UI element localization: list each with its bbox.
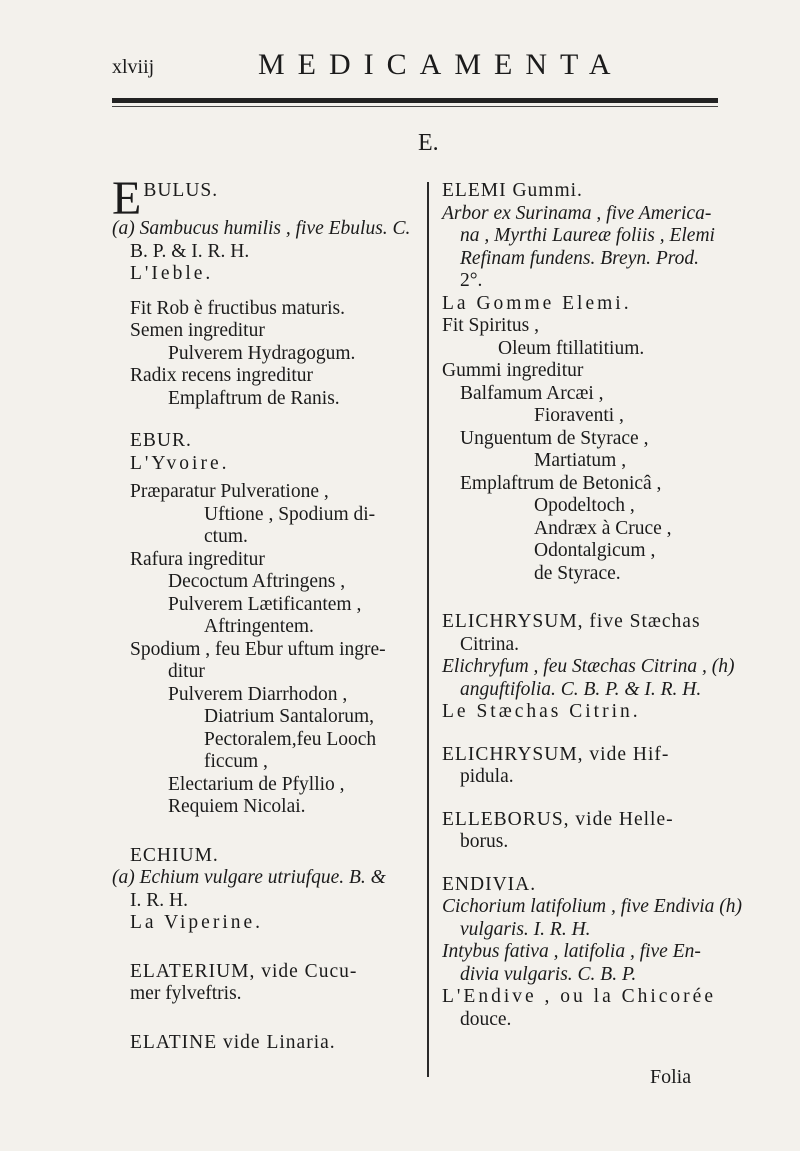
french-name: Le Stæchas Citrin. xyxy=(442,701,641,722)
entry-heading: ELATINE vide Linaria. xyxy=(130,1031,336,1053)
text-line: Emplaftrum de Ranis. xyxy=(168,387,340,409)
french-name: L'Ieble. xyxy=(130,263,214,284)
text-line: Opodeltoch , xyxy=(534,495,635,516)
french-name: L'Endive , ou la Chicorée xyxy=(442,986,716,1007)
entry-elleborus xyxy=(442,809,732,854)
heading-text: BULUS. xyxy=(143,180,219,201)
text-line: Odontalgicum , xyxy=(534,540,656,561)
text-line: ditur xyxy=(168,661,205,682)
text-line: Fit Rob è fructibus maturis. xyxy=(130,297,346,319)
entry-elemi xyxy=(442,180,732,585)
text-line: Decoctum Aftringens , xyxy=(168,571,346,592)
text-line: ficcum , xyxy=(204,751,268,772)
entry-heading: ELLEBORUS, vide Helle- xyxy=(442,808,674,830)
entry-elaterium xyxy=(112,961,422,1006)
synonym-line: anguftifolia. C. B. P. & I. R. H. xyxy=(460,678,702,700)
text-line: Pulverem Diarrhodon , xyxy=(168,683,348,705)
synonym-line: na , Myrthi Laureæ foliis , Elemi xyxy=(460,225,715,246)
page-header xyxy=(0,48,800,88)
text-line: mer fylveftris. xyxy=(130,983,242,1004)
synonym-line: Refinam fundens. Breyn. Prod. xyxy=(460,247,700,269)
synonym-line: B. P. & I. R. H. xyxy=(130,240,250,262)
synonym-line: I. R. H. xyxy=(130,889,188,911)
text-line: Pulverem Lætificantem , xyxy=(168,593,362,615)
text-line: pidula. xyxy=(460,766,514,787)
text-line: Andræx à Cruce , xyxy=(534,517,672,539)
text-line: Semen ingreditur xyxy=(130,320,265,341)
left-column xyxy=(112,172,422,1054)
entry-heading: ELICHRYSUM, vide Hif- xyxy=(442,743,670,765)
synonym-line: 2°. xyxy=(460,270,483,291)
text-line: Spodium , feu Ebur uftum ingre- xyxy=(130,638,386,660)
text-line: douce. xyxy=(460,1008,512,1030)
synonym-line: Elichryfum , feu Stæchas Citrina , (h) xyxy=(442,656,735,677)
text-line: Balfamum Arcæi , xyxy=(460,382,604,404)
synonym-line: Intybus fativa , latifolia , five En- xyxy=(442,941,701,962)
text-line: Citrina. xyxy=(460,633,520,655)
text-line: Gummi ingreditur xyxy=(442,360,584,381)
text-line: Pectoralem,feu Looch xyxy=(204,728,377,750)
column-divider xyxy=(427,182,429,1077)
text-line: Emplaftrum de Betonicâ , xyxy=(460,472,662,494)
french-name: La Gomme Elemi. xyxy=(442,292,632,314)
french-name: La Viperine. xyxy=(130,912,264,933)
catchword: Folia xyxy=(650,1066,692,1088)
running-title: MEDICAMENTA xyxy=(258,48,624,81)
entry-heading: EBUR. xyxy=(130,430,192,451)
french-name: L'Yvoire. xyxy=(130,452,230,474)
section-letter: E. xyxy=(418,130,439,156)
text-line: Rafura ingreditur xyxy=(130,548,265,570)
text-line: Aftringentem. xyxy=(204,616,314,637)
text-line: Fioraventi , xyxy=(534,405,624,426)
entry-heading: ELICHRYSUM, five Stæchas xyxy=(442,611,701,632)
text-line: Pulverem Hydragogum. xyxy=(168,342,356,364)
header-rule-thick xyxy=(112,98,718,103)
text-line: borus. xyxy=(460,831,509,852)
text-line: Unguentum de Styrace , xyxy=(460,427,649,449)
entry-heading: ELEMI Gummi. xyxy=(442,180,583,201)
synonym-line: (a) Echium vulgare utriufque. B. & xyxy=(112,867,386,888)
text-line: Requiem Nicolai. xyxy=(168,796,306,817)
entry-elatine xyxy=(112,1032,422,1055)
right-column xyxy=(442,180,743,1031)
text-line: ctum. xyxy=(204,526,248,547)
text-line: Fit Spiritus , xyxy=(442,315,539,336)
entry-heading xyxy=(112,172,422,225)
entry-echium xyxy=(112,845,422,935)
header-rule-thin xyxy=(112,106,718,107)
synonym-line: divia vulgaris. C. B. P. xyxy=(460,963,637,985)
entry-elichrysum-vide xyxy=(442,744,732,789)
page-number: xlviij xyxy=(112,56,155,78)
entry-elichrysum xyxy=(442,611,735,724)
text-line: Martiatum , xyxy=(534,450,627,471)
text-line: Radix recens ingreditur xyxy=(130,365,314,386)
text-line: Oleum ftillatitium. xyxy=(498,337,645,359)
synonym-line: (a) Sambucus humilis , five Ebulus. C. xyxy=(112,218,411,239)
entry-heading: ECHIUM. xyxy=(130,844,219,866)
drop-capital: E xyxy=(112,172,143,225)
text-line: Præparatur Pulveratione , xyxy=(130,481,329,502)
synonym-line: Arbor ex Surinama , five America- xyxy=(442,202,712,224)
entry-heading: ENDIVIA. xyxy=(442,873,537,895)
entry-endivia xyxy=(442,873,743,1032)
synonym-line: Cichorium latifolium , five Endivia (h) xyxy=(442,896,743,917)
entry-ebulus xyxy=(112,172,422,410)
entry-heading: ELATERIUM, vide Cucu- xyxy=(130,960,358,982)
entry-ebur xyxy=(112,430,422,819)
text-line: de Styrace. xyxy=(534,562,621,584)
text-line: Diatrium Santalorum, xyxy=(204,706,375,727)
text-line: Electarium de Pfyllio , xyxy=(168,773,345,795)
synonym-line: vulgaris. I. R. H. xyxy=(460,918,591,940)
text-line: Uftione , Spodium di- xyxy=(204,503,376,525)
